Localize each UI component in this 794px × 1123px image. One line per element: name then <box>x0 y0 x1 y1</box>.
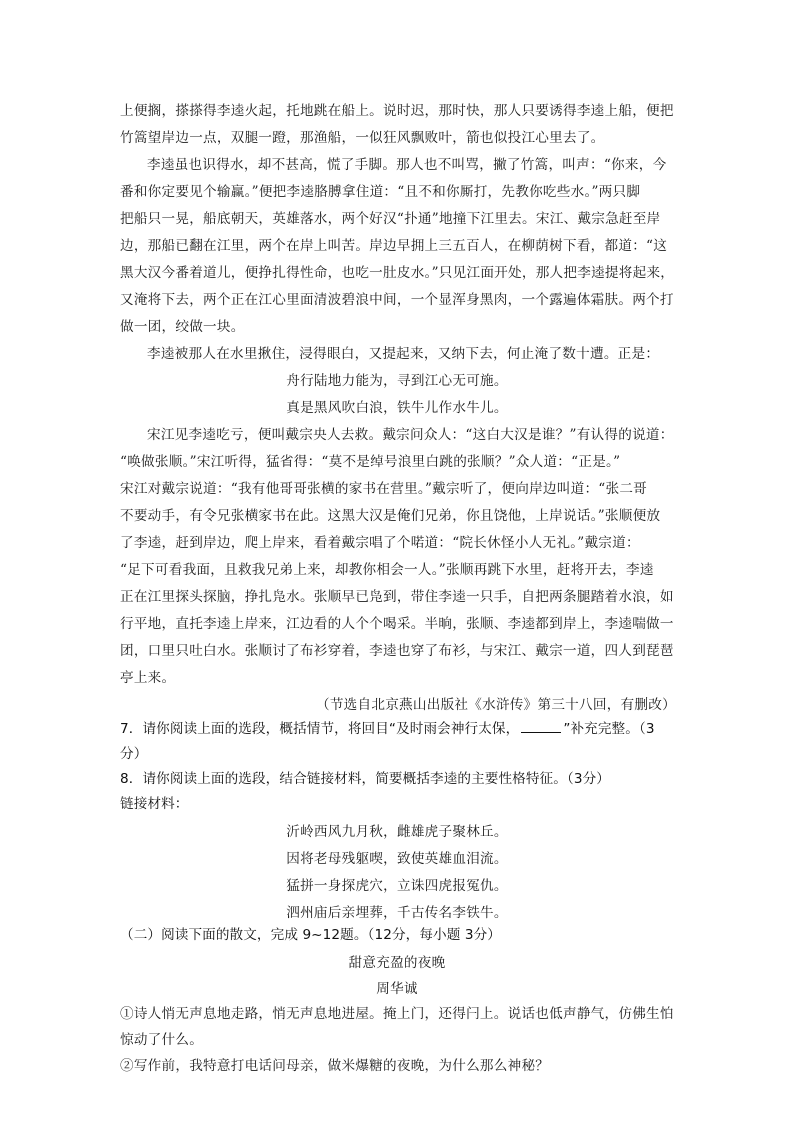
section-heading: （二）阅读下面的散文，完成 9~12题。（12分，每小题 3分） <box>120 927 501 943</box>
poem-line: 因将老母残躯喫，致使英雄血泪流。 <box>286 851 508 867</box>
passage-line: 团，口里只吐白水。张顺讨了布衫穿着，李逵也穿了布衫，与宋江、戴宗一道，四人到琵琶 <box>120 643 674 659</box>
essay-title: 甜意充盈的夜晚 <box>348 955 446 971</box>
link-material-label: 链接材料： <box>120 796 189 812</box>
poem-line: 泗州庙后亲埋葬，千古传名李铁牛。 <box>286 905 508 921</box>
passage-line: 李逵虽也识得水，却不甚高，慌了手脚。那人也不叫骂，撇了竹篙，叫声：“你来，今 <box>147 157 667 173</box>
passage-line: “足下可看我面，且救我兄弟上来，却教你相会一人。”张顺再跳下水里，赶将开去，李逵 <box>120 562 654 578</box>
passage-line: 黑大汉今番着道儿，便挣扎得性命，也吃一肚皮水。”只见江面开处，那人把李逵提将起来， <box>120 265 675 281</box>
question-8: 8．请你阅读上面的选段，结合链接材料，简要概括李逵的主要性格特征。（3分） <box>120 771 610 787</box>
passage-line: 了李逵，赶到岸边，爬上岸来，看着戴宗唱了个喏道：“院长休怪小人无礼。”戴宗道： <box>120 535 640 551</box>
question-7 <box>120 717 655 737</box>
passage-line: 又淹将下去，两个正在江心里面清波碧浪中间，一个显浑身黑肉，一个露遍体霜肤。两个打 <box>120 292 674 308</box>
passage-line: 番和你定要见个输赢。”便把李逵胳膊拿住道：“且不和你厮打，先教你吃些水。”两只脚 <box>120 184 641 200</box>
passage-line: 竹篙望岸边一点，双腿一蹬，那渔船，一似狂风飘败叶，箭也似投江心里去了。 <box>120 130 605 146</box>
passage-line: 行平地，直托李逵上岸来，江边看的人个个喝采。半晌，张顺、李逵都到岸上，李逵喘做一 <box>120 616 674 632</box>
question-7-text: 7．请你阅读上面的选段，概括情节，将回目“及时雨会神行太保， <box>120 721 520 737</box>
passage-line: 宋江见李逵吃亏，便叫戴宗央人去救。戴宗问众人：“这白大汉是谁？”有认得的说道： <box>147 427 674 443</box>
passage-line: 把船只一晃，船底朝天，英雄落水，两个好汉“扑通”地撞下江里去。宋江、戴宗急赶至岸 <box>120 211 661 227</box>
verse-line: 真是黑风吹白浪，铁牛儿作水牛儿。 <box>286 400 508 416</box>
question-7-tail: ”补充完整。（3 <box>563 721 655 737</box>
passage-line: 不要动手，有令兄张横家书在此。这黑大汉是俺们兄弟，你且饶他，上岸说话。”张顺便放 <box>120 508 661 524</box>
essay-author: 周华诚 <box>376 981 418 997</box>
poem-line: 猛拼一身探虎穴，立诛四虎报冤仇。 <box>286 878 508 894</box>
passage-line: 亭上来。 <box>120 670 176 686</box>
passage-line: 边，那船已翻在江里，两个在岸上叫苦。岸边早拥上三五百人，在柳荫树下看，都道：“这 <box>120 238 668 254</box>
essay-paragraph: ①诗人悄无声息地走路，悄无声息地进屋。掩上门，还得闩上。说话也低声静气，仿佛生怕 <box>120 1006 674 1022</box>
question-7-continued: 分） <box>120 746 148 762</box>
passage-line: 做一团，绞做一块。 <box>120 319 245 335</box>
passage-line: 正在江里探头探脑，挣扎凫水。张顺早已凫到，带住李逵一只手，自把两条腿踏着水浪，如 <box>120 589 674 605</box>
essay-paragraph-continued: 惊动了什么。 <box>120 1032 204 1048</box>
source-citation: （节选自北京燕山出版社《水浒传》第三十八回，有删改） <box>316 697 676 713</box>
passage-line: 上便搁，搽搽得李逵火起，托地跳在船上。说时迟，那时快，那人只要诱得李逵上船，便把 <box>120 103 674 119</box>
passage-line: 宋江对戴宗说道：“我有他哥哥张横的家书在营里。”戴宗听了，便向岸边叫道：“张二哥 <box>120 481 648 497</box>
passage-line: “唤做张顺。”宋江听得，猛省得：“莫不是绰号浪里白跳的张顺？”众人道：“正是。” <box>120 454 621 470</box>
poem-line: 沂岭西风九月秋，雌雄虎子聚林丘。 <box>286 824 508 840</box>
verse-line: 舟行陆地力能为，寻到江心无可施。 <box>286 373 508 389</box>
answer-blank <box>521 720 561 733</box>
passage-line: 李逵被那人在水里揪住，浸得眼白，又提起来，又纳下去，何止淹了数十遭。正是： <box>147 346 660 362</box>
essay-paragraph: ②写作前，我特意打电话问母亲，做米爆糖的夜晚，为什么那么神秘？ <box>120 1058 550 1074</box>
